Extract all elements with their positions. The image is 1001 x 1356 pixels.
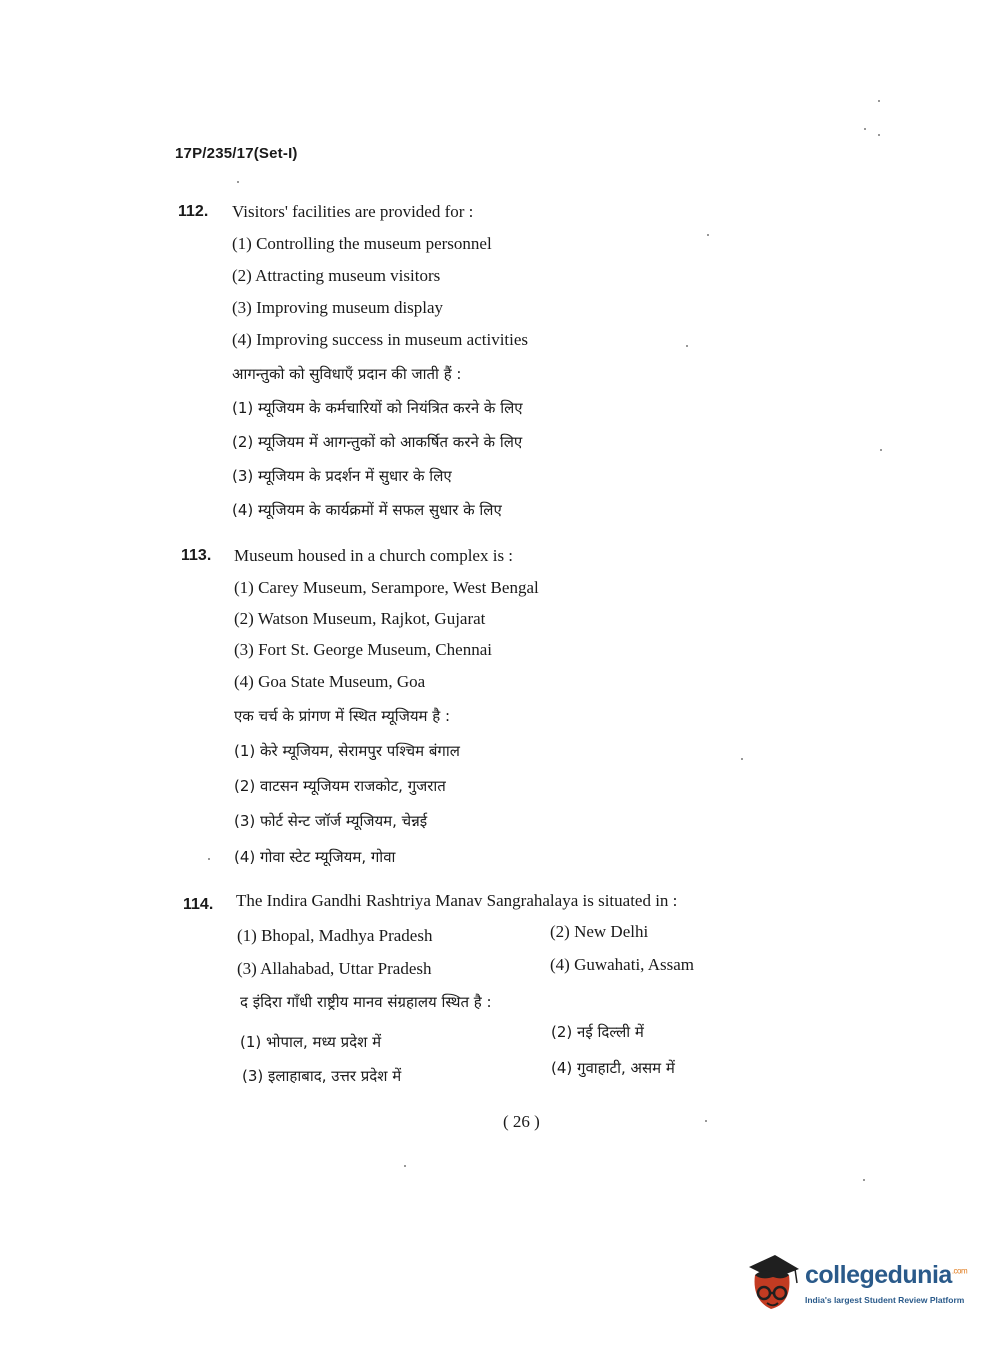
- option-en: (2) New Delhi: [550, 922, 649, 941]
- question-number: 112.: [178, 203, 209, 220]
- scan-speck: [237, 181, 239, 183]
- scan-speck: [741, 758, 743, 760]
- option-en: (4) Goa State Museum, Goa: [234, 672, 426, 691]
- logo-wordmark: collegedunia: [805, 1261, 952, 1289]
- scan-speck: [686, 345, 688, 347]
- option-hi: (4) गोवा स्टेट म्यूजियम, गोवा: [234, 848, 396, 866]
- question-number: 113.: [181, 547, 212, 564]
- option-en: (3) Allahabad, Uttar Pradesh: [237, 959, 432, 978]
- option-hi: (3) म्यूजियम के प्रदर्शन में सुधार के लिए: [232, 467, 452, 485]
- scan-speck: [878, 134, 880, 136]
- scan-speck: [864, 128, 866, 130]
- scan-speck: [880, 449, 882, 451]
- option-en: (2) Watson Museum, Rajkot, Gujarat: [234, 609, 486, 628]
- option-en: (1) Bhopal, Madhya Pradesh: [237, 926, 433, 945]
- question-text-hi: आगन्तुको को सुविधाएँ प्रदान की जाती हैं :: [232, 365, 462, 383]
- scan-speck: [208, 858, 210, 860]
- question-number: 114.: [183, 896, 214, 913]
- option-hi: (2) वाटसन म्यूजियम राजकोट, गुजरात: [234, 777, 446, 795]
- option-en: (2) Attracting museum visitors: [232, 266, 441, 285]
- question-text-hi: एक चर्च के प्रांगण में स्थित म्यूजियम है :: [234, 707, 451, 725]
- option-hi: (4) गुवाहाटी, असम में: [551, 1059, 675, 1077]
- question-text-en: The Indira Gandhi Rashtriya Manav Sangrahalaya is situated in :: [236, 891, 678, 910]
- logo-suffix: .com: [951, 1266, 968, 1276]
- option-hi: (2) नई दिल्ली में: [551, 1023, 644, 1041]
- question-text-hi: द इंदिरा गाँधी राष्ट्रीय मानव संग्रहालय स्थित है :: [240, 993, 492, 1011]
- option-hi: (3) इलाहाबाद, उत्तर प्रदेश में: [242, 1067, 402, 1085]
- mascot-icon: [745, 1253, 801, 1313]
- option-en: (1) Controlling the museum personnel: [232, 234, 492, 253]
- paper-code: 17P/235/17(Set-I): [175, 145, 298, 162]
- scan-speck: [707, 234, 709, 236]
- collegedunia-logo: [745, 1253, 975, 1313]
- question-text-en: Museum housed in a church complex is :: [234, 546, 514, 565]
- option-en: (3) Fort St. George Museum, Chennai: [234, 640, 492, 659]
- option-hi: (1) भोपाल, मध्य प्रदेश में: [240, 1033, 382, 1051]
- option-hi: (4) म्यूजियम के कार्यक्रमों में सफल सुधार के लिए: [232, 501, 502, 519]
- option-hi: (1) म्यूजियम के कर्मचारियों को नियंत्रित करने के लिए: [232, 399, 523, 417]
- question-text-en: Visitors' facilities are provided for :: [232, 202, 474, 221]
- page-number: ( 26 ): [503, 1112, 540, 1131]
- scan-speck: [863, 1179, 865, 1181]
- option-en: (1) Carey Museum, Serampore, West Bengal: [234, 578, 539, 597]
- option-hi: (1) केरे म्यूजियम, सेरामपुर पश्चिम बंगाल: [234, 742, 460, 760]
- option-en: (4) Guwahati, Assam: [550, 955, 695, 974]
- option-hi: (3) फोर्ट सेन्ट जॉर्ज म्यूजियम, चेन्नई: [234, 812, 428, 830]
- option-en: (4) Improving success in museum activities: [232, 330, 529, 349]
- option-hi: (2) म्यूजियम में आगन्तुकों को आकर्षित करने के लिए: [232, 433, 523, 451]
- option-en: (3) Improving museum display: [232, 298, 444, 317]
- scan-speck: [705, 1120, 707, 1122]
- scan-speck: [878, 100, 880, 102]
- scan-speck: [404, 1165, 406, 1167]
- logo-tagline: India's largest Student Review Platform: [805, 1295, 965, 1305]
